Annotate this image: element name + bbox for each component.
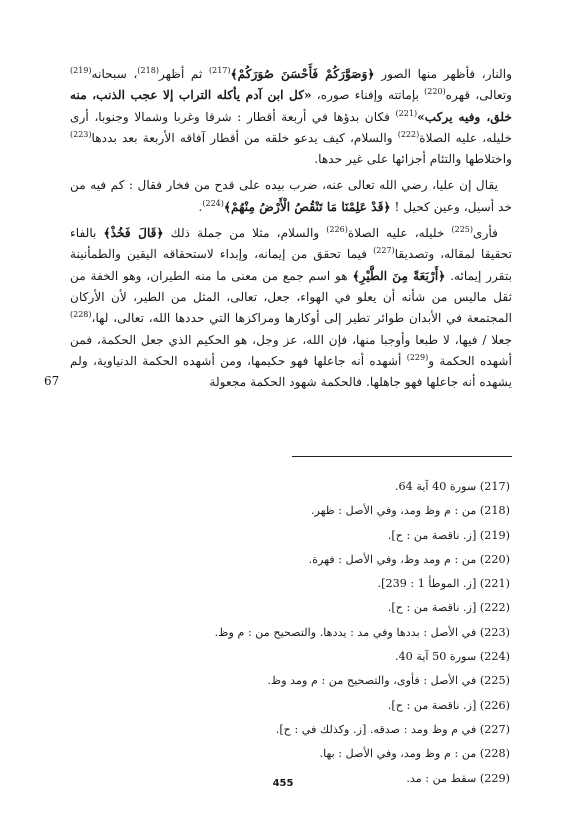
footnote: (228) من : م وظ ومد، وفي الأصل : بها. <box>319 747 510 761</box>
footnote-ref[interactable]: (224) <box>202 198 224 208</box>
footnote: (227) في م وظ ومد : صدقه. [ز. وكذلك في : ح]. <box>275 722 510 736</box>
text-run: والسلام، كيف يدعو خلقه من أقطار آفاقه الأربعة بعد بددها <box>91 130 398 145</box>
footnote: (223) في الأصل : بددها وفي مد : يددها. والتصحيح من : م وظ. <box>214 625 510 639</box>
text-run: والنار، فأظهر منها الصور <box>374 67 512 81</box>
quran-quote: ﴿وَصَوَّرَكُمْ فَأَحْسَنَ صُوَرَكُمْ﴾ <box>230 67 375 81</box>
page-number: 455 <box>272 778 294 789</box>
footnote: (226) [ز. ناقصة من : ح]. <box>387 698 510 712</box>
footnote: (217) سورة 40 آية 64. <box>394 480 510 493</box>
footnote: (220) من : م ومد وظ، وفي الأصل : فهرة. <box>308 552 510 566</box>
quran-quote: ﴿قَدْ عَلِمْنَا مَا تَنْقُصُ الْأَرْضُ مِنْهُمْ﴾ <box>223 199 391 214</box>
text-run: يقال إن عليا، رضي الله تعالى عنه، ضرب بيده على قدح من فخار فقال : كم فيه من خد أسيل، وعين كحيل ! <box>70 178 512 214</box>
paragraph-2 <box>70 175 512 218</box>
main-text <box>70 64 512 398</box>
footnote-ref[interactable]: (228) <box>70 310 92 320</box>
text-run: خليله، عليه الصلاة <box>347 226 452 241</box>
hadith-quote: «كل ابن آدم يأكله التراب إلا عجب الذنب، منه خلق، وفيه يركب» <box>70 88 512 124</box>
footnote-ref[interactable]: (227) <box>373 246 395 256</box>
text-run: جعلا / فيها، لا طبعا وأوجبا منها، فإن الله، عز وجل، هو الحكيم الذي جعل الحكمة، فمن أشهده الحكمة و <box>70 332 512 368</box>
text-run: بإماتته وإفناء صوره، <box>311 88 425 103</box>
footnotes <box>70 475 518 791</box>
footnote: (224) سورة 50 آية 40. <box>394 650 510 664</box>
text-run: والسلام، مثلا من جملة ذلك <box>163 226 327 241</box>
footnote-ref[interactable]: (223) <box>70 129 92 139</box>
text-run: هو اسم جمع من معنى ما منه الطيران، وهو الخفة من ثقل ماليس من شأنه أن يعلو في الهواء، جعل، تعالى، المثل من الطير، لأن الأركان المجتمعة في الأبدان طوائر تطير إلى أوكارها ومراكزها التي حددها الله، تعالى، لها، <box>70 268 512 326</box>
text-run: ، سبحانه <box>91 67 138 81</box>
footnote-ref[interactable]: (225) <box>451 225 474 235</box>
text-run: واختلاطها والتئام أجزائها على غير حدها. <box>314 152 512 167</box>
paragraph-1 <box>70 64 512 170</box>
footnote-ref[interactable]: (222) <box>397 129 420 139</box>
paragraph-3 <box>70 223 512 393</box>
text-run: فيما تحقق من إيمانه، وإبداء لاستحقاقه اليقين والطمأنينة بتقرر إيمائه. <box>70 247 512 283</box>
footnote-ref[interactable]: (220) <box>424 87 446 97</box>
footnote: (218) من : م وظ ومد، وفي الأصل : ظهر. <box>310 504 510 518</box>
text-run: فكان بدؤها في أربعة أقطار : شرقا وغربا وشمالا وجنوبا، أرى خليله، عليه الصلاة <box>70 109 513 145</box>
footnote: (219) [ز. ناقصة من : ح]. <box>387 528 510 542</box>
margin-page-number: 67 <box>44 374 60 388</box>
footnote: (229) سقط من : مد. <box>406 771 510 785</box>
text-run: بالفاء تحقيقا لمقاله، وتصديقا <box>70 226 513 262</box>
quran-quote: ﴿أَرْبَعَةً مِنَ الطَّيْرِ﴾ <box>352 268 446 283</box>
footnote-ref[interactable]: (218) <box>137 65 159 75</box>
text-run: وتعالى، قهره <box>445 88 513 103</box>
footnote-ref[interactable]: (219) <box>70 65 92 75</box>
text-run: ثم أظهر <box>158 67 209 81</box>
footnote-ref[interactable]: (226) <box>326 225 348 235</box>
text-run: فأرى <box>473 226 498 241</box>
footnote-divider <box>292 456 512 457</box>
footnote-ref[interactable]: (221) <box>395 108 418 118</box>
footnote-ref[interactable]: (217) <box>208 65 231 75</box>
text-run: أشهده أنه جاعلها فهو حكيمها، ومن أشهده الحكمة الدنياوية، ولم يشهده أنه جاعلها فهو جاهلها. فالحكمة شهود الحكمة مجعولة <box>70 353 512 390</box>
text-run: . <box>198 199 203 214</box>
footnote: (221) [ز. الموطأ 1 : 239]. <box>377 577 510 591</box>
quran-quote: ﴿قَالَ فَخُذْ﴾ <box>103 226 164 241</box>
footnote-ref[interactable]: (229) <box>406 352 429 362</box>
footnote: (222) [ز. ناقصة من : ح]. <box>387 601 510 615</box>
footnote: (225) في الأصل : فأوى، والتصحيح من : م ومد وظ. <box>267 674 510 688</box>
